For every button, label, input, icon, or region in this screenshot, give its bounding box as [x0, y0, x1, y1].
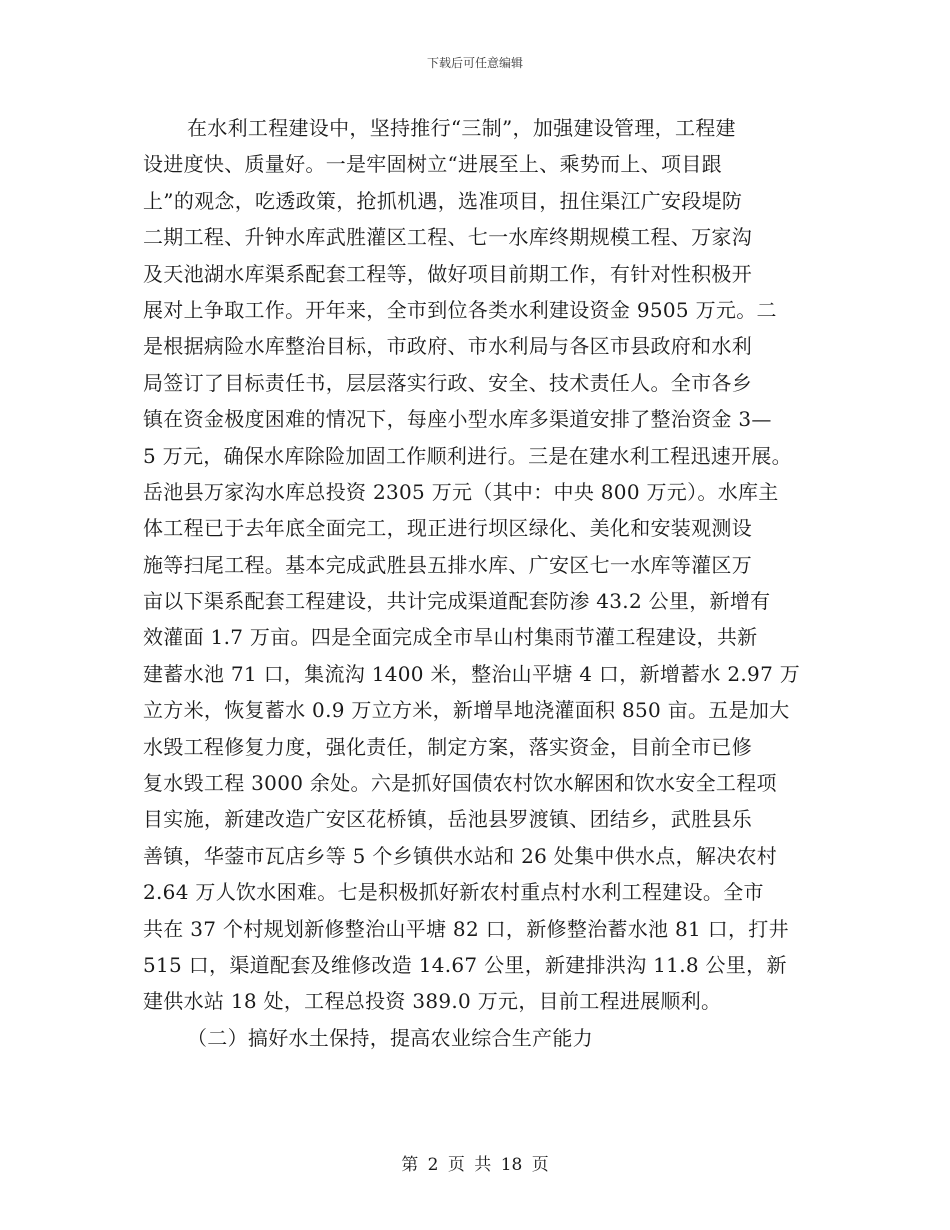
paragraph-line: 目实施，新建改造广安区花桥镇，岳池县罗渡镇、团结乡，武胜县乐 [143, 807, 752, 832]
paragraph-line: 施等扫尾工程。基本完成武胜县五排水库、广安区七一水库等灌区万 [143, 552, 752, 577]
paragraph-line: 共在 37 个村规划新修整治山平塘 82 口，新修整治蓄水池 81 口，打井 [143, 916, 789, 941]
paragraph-line: 在水利工程建设中，坚持推行“三制”，加强建设管理，工程建 [187, 116, 736, 140]
section-heading: （二）搞好水土保持，提高农业综合生产能力 [187, 1025, 593, 1050]
paragraph-line: 水毁工程修复力度，强化责任，制定方案，落实资金，目前全市已修 [143, 734, 752, 759]
paragraph-line: 局签订了目标责任书，层层落实行政、安全、技术责任人。全市各乡 [143, 370, 752, 395]
paragraph-line: 体工程已于去年底全面完工，现正进行坝区绿化、美化和安装观测设 [143, 516, 752, 541]
paragraph-line: 二期工程、升钟水库武胜灌区工程、七一水库终期规模工程、万家沟 [143, 225, 752, 250]
paragraph-line: 立方米，恢复蓄水 0.9 万立方米，新增旱地浇灌面积 850 亩。五是加大 [143, 698, 790, 723]
paragraph-line: 善镇，华蓥市瓦店乡等 5 个乡镇供水站和 26 处集中供水点，解决农村 [143, 843, 778, 868]
paragraph-line: 是根据病险水库整治目标，市政府、市水利局与各区市县政府和水利 [143, 334, 752, 359]
paragraph-line: 设进度快、质量好。一是牢固树立“进展至上、乘势而上、项目跟 [143, 152, 722, 177]
paragraph-line: 建供水站 18 处，工程总投资 389.0 万元，目前工程进展顺利。 [143, 989, 722, 1014]
paragraph-line: 展对上争取工作。开年来，全市到位各类水利建设资金 9505 万元。二 [143, 297, 777, 322]
paragraph-line: 亩以下渠系配套工程建设，共计完成渠道配套防渗 43.2 公里，新增有 [143, 589, 771, 614]
document-body [143, 110, 823, 1056]
paragraph-line: 效灌面 1.7 万亩。四是全面完成全市旱山村集雨节灌工程建设，共新 [143, 625, 758, 650]
paragraph-line: 上”的观念，吃透政策，抢抓机遇，选准项目，扭住渠江广安段堤防 [143, 188, 743, 213]
page-number-footer: 第 2 页 共 18 页 [401, 1155, 549, 1175]
paragraph-line: 岳池县万家沟水库总投资 2305 万元（其中：中央 800 万元）。水库主 [143, 479, 779, 504]
paragraph-line: 复水毁工程 3000 余处。六是抓好国债农村饮水解困和饮水安全工程项 [143, 771, 777, 796]
paragraph-line: 515 口，渠道配套及维修改造 14.67 公里，新建排洪沟 11.8 公里，新 [143, 952, 787, 977]
paragraph-line: 2.64 万人饮水困难。七是积极抓好新农村重点村水利工程建设。全市 [143, 880, 764, 905]
paragraph-line: 及天池湖水库渠系配套工程等，做好项目前期工作，有针对性积极开 [143, 261, 752, 286]
paragraph-line: 镇在资金极度困难的情况下，每座小型水库多渠道安排了整治资金 3— [143, 407, 772, 432]
page-header: 下载后可任意编辑 [426, 56, 523, 70]
paragraph-line: 建蓄水池 71 口，集流沟 1400 米，整治山平塘 4 口，新增蓄水 2.97 万 [143, 661, 801, 686]
paragraph-line: 5 万元，确保水库除险加固工作顺利进行。三是在建水利工程迅速开展。 [143, 443, 792, 468]
